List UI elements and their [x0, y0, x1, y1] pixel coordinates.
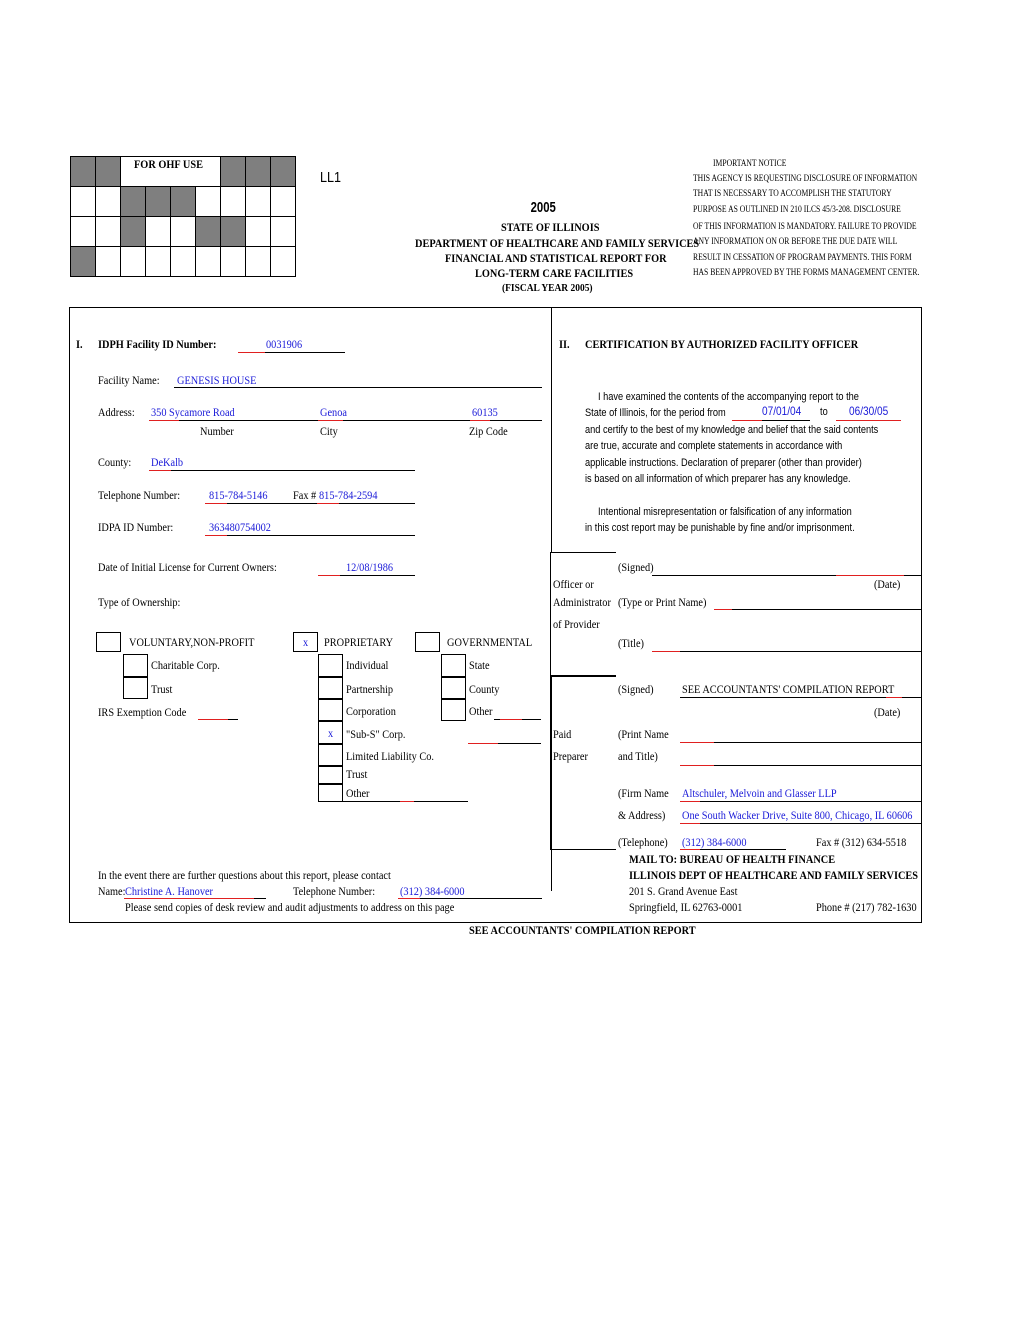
period-to-label: to: [820, 406, 828, 418]
voluntary-checkbox[interactable]: [96, 632, 121, 652]
license-date-value[interactable]: 12/08/1986: [346, 560, 394, 574]
corporation-label: Corporation: [346, 704, 396, 718]
county-label: County:: [98, 455, 132, 469]
llc-label: Limited Liability Co.: [346, 749, 435, 763]
preparer-and-title-label: and Title): [618, 749, 658, 763]
section-1-number: I.: [76, 337, 83, 351]
section-2-number: II.: [559, 337, 570, 351]
governmental-label: GOVERNMENTAL: [447, 635, 533, 649]
notice-line: HAS BEEN APPROVED BY THE FORMS MANAGEMENT CENTER.: [693, 267, 920, 277]
footer-note: SEE ACCOUNTANTS' COMPILATION REPORT: [469, 923, 696, 937]
ohf-use-grid: [70, 156, 296, 277]
trust-checkbox[interactable]: [123, 677, 148, 699]
county-value[interactable]: DeKalb: [151, 455, 184, 469]
notice-line: RESULT IN CESSATION OF PROGRAM PAYMENTS. THIS FORM: [693, 252, 912, 262]
other-gov-checkbox[interactable]: [441, 699, 466, 721]
number-caption: Number: [200, 424, 234, 438]
address-zip-value[interactable]: 60135: [472, 405, 498, 419]
irs-exemption-label: IRS Exemption Code: [98, 705, 187, 719]
telephone-label: Telephone Number:: [98, 488, 181, 502]
address-number-value[interactable]: 350 Sycamore Road: [151, 405, 235, 419]
other-checkbox[interactable]: [318, 784, 343, 802]
charitable-label: Charitable Corp.: [151, 658, 220, 672]
contact-name-value[interactable]: Christine A. Hanover: [125, 884, 214, 898]
governmental-checkbox[interactable]: [415, 632, 440, 652]
cert-line-6: is based on all information of which preparer has any knowledge.: [585, 473, 851, 485]
notice-line: THAT IS NECESSARY TO ACCOMPLISH THE STATUTORY: [693, 188, 892, 198]
charitable-checkbox[interactable]: [123, 654, 148, 677]
contact-tel-value[interactable]: (312) 384-6000: [400, 884, 465, 898]
cert-line-3: and certify to the best of my knowledge and belief that the said contents: [585, 424, 879, 436]
firm-address-value[interactable]: One South Wacker Drive, Suite 800, Chicago, IL 60606: [682, 808, 913, 822]
proprietary-checkbox[interactable]: [293, 632, 318, 652]
warn-line-1: Intentional misrepresentation or falsification of any information: [598, 506, 852, 518]
warn-line-2: in this cost report may be punishable by fine and/or imprisonment.: [585, 522, 855, 534]
report-title: FINANCIAL AND STATISTICAL REPORT FOR: [445, 251, 667, 265]
county-gov-label: County: [469, 682, 500, 696]
state-checkbox[interactable]: [441, 654, 466, 677]
subs-label: "Sub-S" Corp.: [346, 727, 406, 741]
officer-title-line[interactable]: [652, 651, 921, 652]
facilities-title: LONG-TERM CARE FACILITIES: [475, 266, 634, 280]
contact-name-label: Name:: [98, 884, 126, 898]
preparer-print-name-line[interactable]: [680, 742, 921, 743]
proprietary-mark: x: [303, 635, 309, 649]
firm-address-label: & Address): [618, 808, 666, 822]
notice-line: OF THIS INFORMATION IS MANDATORY. FAILURE TO PROVIDE: [693, 221, 917, 231]
facility-id-label: IDPH Facility ID Number:: [98, 337, 217, 351]
idpa-label: IDPA ID Number:: [98, 520, 174, 534]
officer-title-label: (Title): [618, 636, 645, 650]
license-date-label: Date of Initial License for Current Owners:: [98, 560, 277, 574]
mail-phone: Phone # (217) 782-1630: [816, 900, 917, 914]
city-caption: City: [320, 424, 338, 438]
mail-line-4: Springfield, IL 62763-0001: [629, 900, 743, 914]
paid-label: Paid: [553, 727, 572, 741]
contact-tel-label: Telephone Number:: [293, 884, 376, 898]
cert-line-5: applicable instructions. Declaration of preparer (other than provider): [585, 457, 862, 469]
period-from-value[interactable]: 07/01/04: [762, 404, 802, 418]
subs-checkbox[interactable]: [318, 721, 343, 744]
officer-box: [550, 552, 616, 676]
preparer-signed-value[interactable]: SEE ACCOUNTANTS' COMPILATION REPORT: [682, 682, 895, 696]
fiscal-year-title: (FISCAL YEAR 2005): [502, 282, 593, 294]
county-gov-checkbox[interactable]: [441, 677, 466, 699]
officer-print-name-line[interactable]: [714, 609, 921, 610]
for-ohf-use-label: FOR OHF USE: [134, 157, 204, 171]
firm-name-label: (Firm Name: [618, 786, 669, 800]
trust2-label: Trust: [346, 767, 368, 781]
subs-mark: x: [328, 726, 334, 740]
idpa-value[interactable]: 363480754002: [209, 520, 271, 534]
of-provider-label: of Provider: [553, 617, 600, 631]
officer-date-label: (Date): [874, 577, 901, 591]
firm-telephone-label: (Telephone): [618, 835, 668, 849]
administrator-label: Administrator: [553, 595, 611, 609]
other-gov-label: Other: [469, 704, 493, 718]
ownership-label: Type of Ownership:: [98, 595, 181, 609]
address-city-value[interactable]: Genoa: [320, 405, 347, 419]
preparer-print-name-label: (Print Name: [618, 727, 669, 741]
officer-print-name-label: (Type or Print Name): [618, 595, 707, 609]
corporation-checkbox[interactable]: [318, 699, 343, 721]
fax-label: Fax #: [293, 488, 317, 502]
firm-telephone-value[interactable]: (312) 384-6000: [682, 835, 747, 849]
partnership-checkbox[interactable]: [318, 677, 343, 699]
facility-name-label: Facility Name:: [98, 373, 160, 387]
notice-title: IMPORTANT NOTICE: [713, 158, 787, 168]
trust2-checkbox[interactable]: [318, 766, 343, 784]
state-label: State: [469, 658, 490, 672]
department-title: DEPARTMENT OF HEALTHCARE AND FAMILY SERVICES: [415, 236, 700, 250]
cert-line-4: are true, accurate and complete statements in accordance with: [585, 440, 843, 452]
partnership-label: Partnership: [346, 682, 394, 696]
state-title: STATE OF ILLINOIS: [501, 220, 600, 234]
notice-line: THIS AGENCY IS REQUESTING DISCLOSURE OF INFORMATION: [693, 173, 918, 183]
contact-line: In the event there are further questions about this report, please contact: [98, 868, 391, 882]
firm-name-value[interactable]: Altschuler, Melvoin and Glasser LLP: [682, 786, 837, 800]
telephone-value[interactable]: 815-784-5146: [209, 488, 268, 502]
officer-label: Officer or: [553, 577, 594, 591]
cert-line-2: State of Illinois, for the period from: [585, 407, 726, 419]
zip-caption: Zip Code: [469, 424, 508, 438]
mail-line-2: ILLINOIS DEPT OF HEALTHCARE AND FAMILY SERVICES: [629, 868, 919, 882]
trust-label: Trust: [151, 682, 173, 696]
facility-name-value[interactable]: GENESIS HOUSE: [177, 373, 257, 387]
period-to-value[interactable]: 06/30/05: [849, 404, 889, 418]
facility-id-value[interactable]: 0031906: [266, 337, 303, 351]
cert-line-1: I have examined the contents of the accompanying report to the: [598, 391, 859, 403]
individual-checkbox[interactable]: [318, 654, 343, 677]
address-label: Address:: [98, 405, 135, 419]
proprietary-label: PROPRIETARY: [324, 635, 394, 649]
officer-signed-label: (Signed): [618, 560, 654, 574]
mail-line-1: MAIL TO: BUREAU OF HEALTH FINANCE: [629, 852, 836, 866]
voluntary-label: VOLUNTARY,NON-PROFIT: [129, 635, 255, 649]
preparer-label: Preparer: [553, 749, 588, 763]
llc-checkbox[interactable]: [318, 744, 343, 766]
individual-label: Individual: [346, 658, 389, 672]
fax-value[interactable]: 815-784-2594: [319, 488, 378, 502]
other-label: Other: [346, 786, 370, 800]
notice-line: ANY INFORMATION ON OR BEFORE THE DUE DATE WILL: [693, 236, 898, 246]
preparer-signed-label: (Signed): [618, 682, 654, 696]
section-2-title: CERTIFICATION BY AUTHORIZED FACILITY OFFICER: [585, 337, 859, 351]
send-copies-note: Please send copies of desk review and audit adjustments to address on this page: [125, 900, 455, 914]
preparer-date-label: (Date): [874, 705, 901, 719]
mail-line-3: 201 S. Grand Avenue East: [629, 884, 738, 898]
notice-line: PURPOSE AS OUTLINED IN 210 ILCS 45/3-208. DISCLOSURE: [693, 204, 901, 214]
firm-fax-value: Fax # (312) 634-5518: [816, 835, 907, 849]
form-code: LL1: [320, 169, 342, 186]
